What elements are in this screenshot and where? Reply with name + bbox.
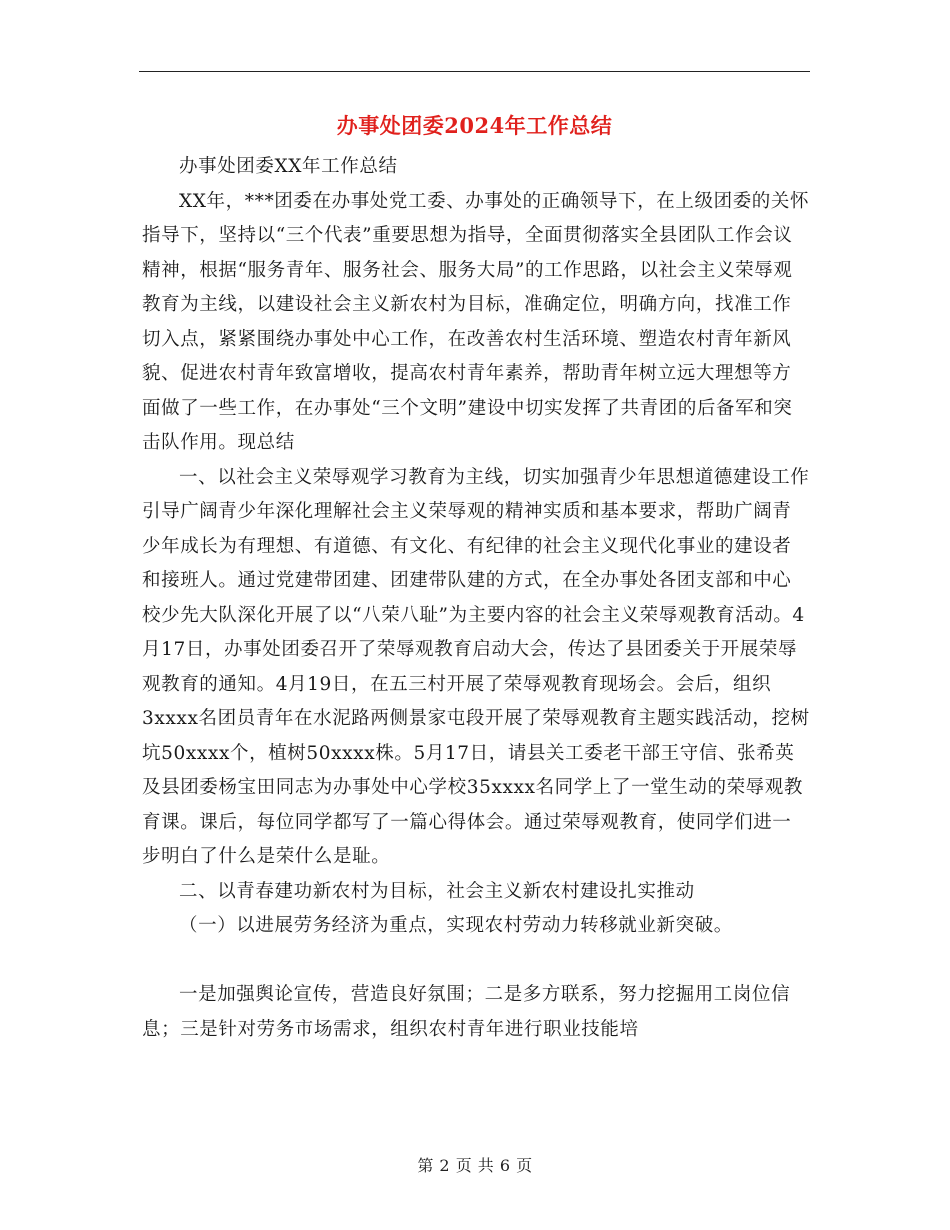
document-title: 办事处团委2024年工作总结 <box>336 113 613 138</box>
current-page-number: 2 <box>439 1156 451 1175</box>
document-body <box>142 150 848 1047</box>
header-rule <box>139 71 810 72</box>
footer-prefix: 第 <box>417 1156 434 1175</box>
section-two-heading: 二、以青春建功新农村为目标，社会主义新农村建设扎实推动 <box>179 880 695 902</box>
subtitle-paragraph: 办事处团委XX年工作总结 <box>179 156 398 177</box>
total-page-count: 6 <box>499 1156 511 1175</box>
page-footer <box>0 1153 950 1176</box>
subsection-one-heading: （一）以进展劳务经济为重点，实现农村劳动力转移就业新突破。 <box>179 915 733 936</box>
footer-suffix: 页 <box>516 1156 533 1175</box>
intro-paragraph: XX年，***团委在办事处党工委、办事处的正确领导下，在上级团委的关怀指导下，坚持以“三个代表”重要思想为指导，全面贯彻落实全县团队工作会议精神，根据“服务青年、服务社会、服务大局”的工作思路，以社会主义荣辱观教育为主线，以建设社会主义新农村为目标，准确定位，明确方向，找准工作切入点，紧紧围绕办事处中心工作，在改善农村生活环境、塑造农村青年新风貌、促进农村青年致富增收，提高农村青年素养，帮助青年树立远大理想等方面做了一些工作，在办事处“三个文明”建设中切实发挥了共青团的后备军和突击队作用。现总结 <box>142 190 810 453</box>
section-one-paragraph: 一、以社会主义荣辱观学习教育为主线，切实加强青少年思想道德建设工作 引导广阔青少年深化理解社会主义荣辱观的精神实质和基本要求，帮助广阔青少年成长为有理想、有道德、有文化、有纪律的社会主义现代化事业的建设者和接班人。通过党建带团建、团建带队建的方式，在全办事处各团支部和中心校少先大队深化开展了以“八荣八耻”为主要内容的社会主义荣辱观教育活动。4月17日，办事处团委召开了荣辱观教育启动大会，传达了县团委关于开展荣辱观教育的通知。4月19日，在五三村开展了荣辱观教育现场会。会后，组织3xxxx名团员青年在水泥路两侧景家屯段开展了荣辱观教育主题实践活动，挖树坑50xxxx个，植树50xxxx株。5月17日，请县关工委老干部王守信、张希英及县团委杨宝田同志为办事处中心学校35xxxx名同学上了一堂生动的荣辱观教育课。课后，每位同学都写了一篇心得体会。通过荣辱观教育，使同学们进一步明白了什么是荣什么是耻。 <box>142 466 848 867</box>
measures-paragraph: 一是加强舆论宣传，营造良好氛围；二是多方联系，努力挖掘用工岗位信息；三是针对劳务市场需求，组织农村青年进行职业技能培 <box>142 984 791 1040</box>
footer-middle: 页 共 <box>455 1156 495 1175</box>
